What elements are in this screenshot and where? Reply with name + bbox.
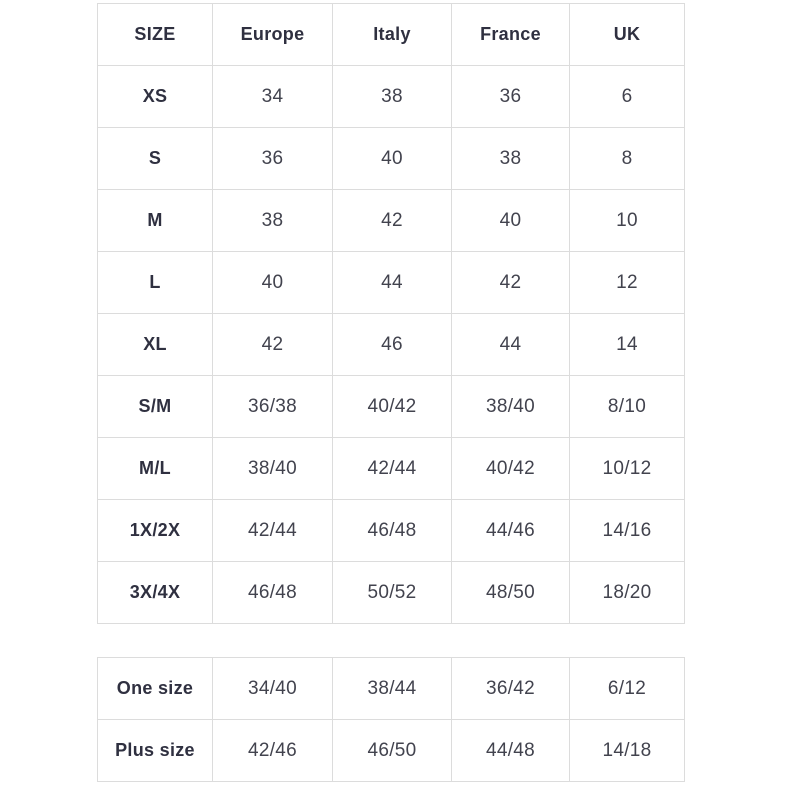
table-row-xl — [98, 314, 685, 376]
value-cell-europe: 42/44 — [213, 500, 333, 562]
value-cell-italy: 38/44 — [333, 658, 452, 720]
table-row-s — [98, 128, 685, 190]
value-cell-europe: 36/38 — [213, 376, 333, 438]
value-cell-italy: 46/48 — [333, 500, 452, 562]
size-conversion-table — [97, 3, 685, 624]
size-label-cell: 1X/2X — [98, 500, 213, 562]
size-label-cell: M/L — [98, 438, 213, 500]
value-cell-italy: 40 — [333, 128, 452, 190]
value-cell-france: 48/50 — [452, 562, 570, 624]
value-cell-europe: 36 — [213, 128, 333, 190]
table-row-3x-4x — [98, 562, 685, 624]
size-label-cell: S — [98, 128, 213, 190]
value-cell-uk: 14/18 — [570, 720, 685, 782]
size-chart-container — [97, 3, 685, 782]
value-cell-italy: 50/52 — [333, 562, 452, 624]
size-label-cell: XL — [98, 314, 213, 376]
value-cell-italy: 44 — [333, 252, 452, 314]
value-cell-france: 36 — [452, 66, 570, 128]
value-cell-europe: 38/40 — [213, 438, 333, 500]
table-row-m-l — [98, 438, 685, 500]
column-header-europe: Europe — [213, 4, 333, 66]
value-cell-uk: 14/16 — [570, 500, 685, 562]
value-cell-france: 44/48 — [452, 720, 570, 782]
value-cell-uk: 8 — [570, 128, 685, 190]
table-row-m — [98, 190, 685, 252]
size-label-cell: Plus size — [98, 720, 213, 782]
value-cell-italy: 46 — [333, 314, 452, 376]
value-cell-france: 44 — [452, 314, 570, 376]
table-row-1x-2x — [98, 500, 685, 562]
value-cell-france: 40 — [452, 190, 570, 252]
value-cell-italy: 42/44 — [333, 438, 452, 500]
value-cell-uk: 6/12 — [570, 658, 685, 720]
value-cell-europe: 34/40 — [213, 658, 333, 720]
table-row-s-m — [98, 376, 685, 438]
special-sizes-table — [97, 657, 685, 782]
value-cell-france: 38/40 — [452, 376, 570, 438]
column-header-size: SIZE — [98, 4, 213, 66]
value-cell-uk: 8/10 — [570, 376, 685, 438]
table-row-one-size — [98, 658, 685, 720]
value-cell-france: 36/42 — [452, 658, 570, 720]
column-header-uk: UK — [570, 4, 685, 66]
header-row — [98, 4, 685, 66]
value-cell-uk: 18/20 — [570, 562, 685, 624]
value-cell-france: 44/46 — [452, 500, 570, 562]
value-cell-europe: 42/46 — [213, 720, 333, 782]
table-row-xs — [98, 66, 685, 128]
value-cell-europe: 46/48 — [213, 562, 333, 624]
column-header-italy: Italy — [333, 4, 452, 66]
size-label-cell: S/M — [98, 376, 213, 438]
size-label-cell: 3X/4X — [98, 562, 213, 624]
value-cell-uk: 14 — [570, 314, 685, 376]
value-cell-france: 38 — [452, 128, 570, 190]
value-cell-europe: 42 — [213, 314, 333, 376]
value-cell-uk: 10/12 — [570, 438, 685, 500]
value-cell-italy: 42 — [333, 190, 452, 252]
value-cell-europe: 40 — [213, 252, 333, 314]
size-label-cell: L — [98, 252, 213, 314]
value-cell-france: 42 — [452, 252, 570, 314]
table-row-l — [98, 252, 685, 314]
value-cell-italy: 38 — [333, 66, 452, 128]
value-cell-france: 40/42 — [452, 438, 570, 500]
size-label-cell: M — [98, 190, 213, 252]
column-header-france: France — [452, 4, 570, 66]
value-cell-italy: 40/42 — [333, 376, 452, 438]
size-label-cell: XS — [98, 66, 213, 128]
value-cell-italy: 46/50 — [333, 720, 452, 782]
value-cell-uk: 10 — [570, 190, 685, 252]
value-cell-europe: 38 — [213, 190, 333, 252]
value-cell-uk: 12 — [570, 252, 685, 314]
value-cell-europe: 34 — [213, 66, 333, 128]
table-row-plus-size — [98, 720, 685, 782]
value-cell-uk: 6 — [570, 66, 685, 128]
size-label-cell: One size — [98, 658, 213, 720]
